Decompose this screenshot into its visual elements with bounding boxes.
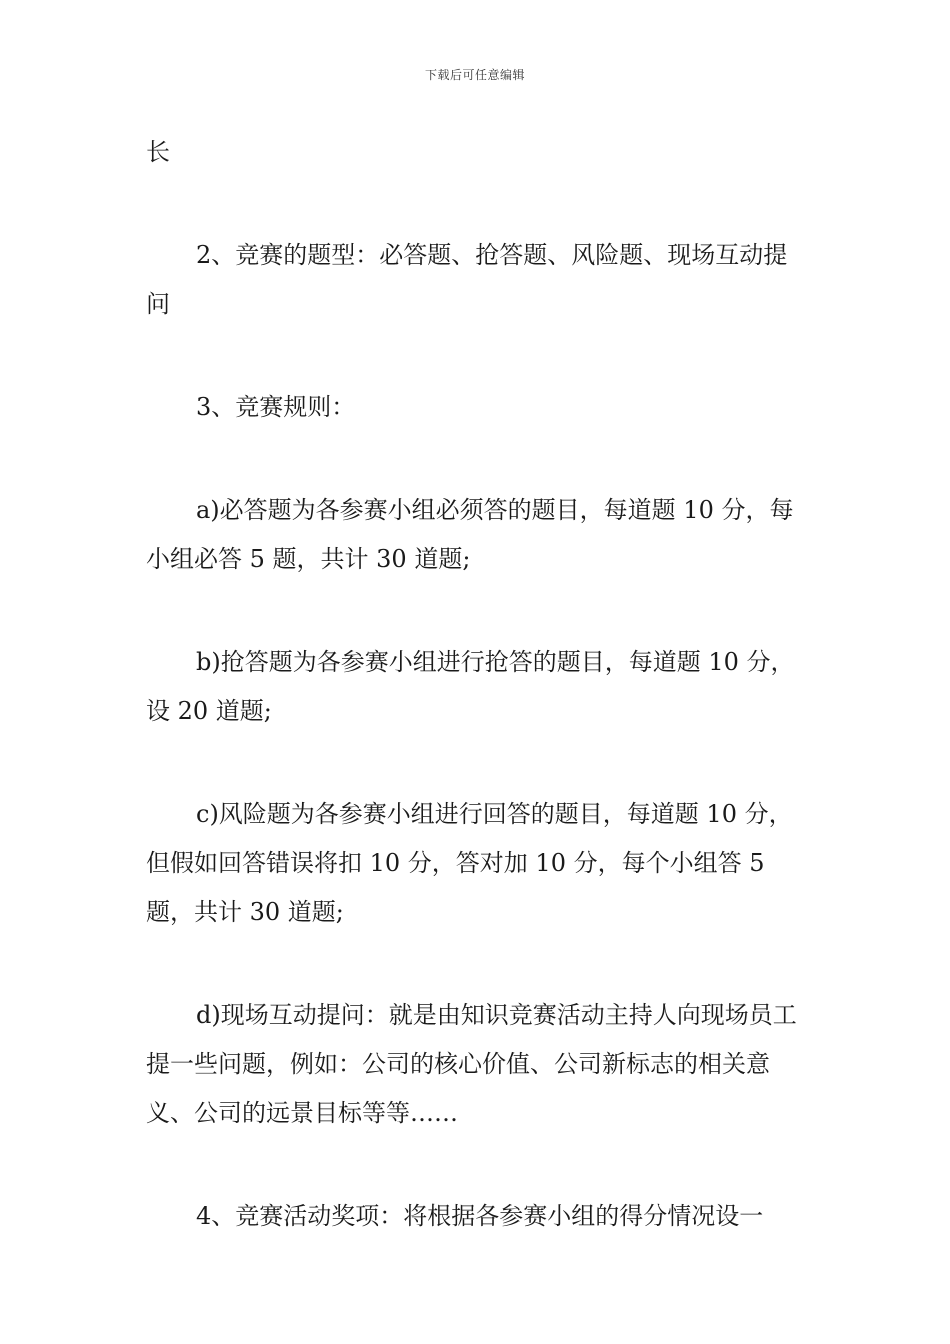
document-body	[146, 128, 810, 1241]
paragraph-gap	[146, 432, 810, 486]
paragraph-gap	[146, 177, 810, 231]
paragraph-awards: 4、竞赛活动奖项：将根据各参赛小组的得分情况设一	[196, 1202, 764, 1230]
paragraph-gap	[146, 1138, 810, 1192]
page-header-note: 下载后可任意编辑	[424, 68, 525, 82]
paragraph-rule-a: a)必答题为各参赛小组必须答的题目，每道题 10 分，每小组必答 5 题，共计 30 道题;	[146, 496, 794, 573]
paragraph-gap	[146, 329, 810, 383]
paragraph-rule-b: b)抢答题为各参赛小组进行抢答的题目，每道题 10 分，设 20 道题;	[146, 648, 795, 725]
paragraph-gap	[146, 736, 810, 790]
paragraph-question-types: 2、竞赛的题型：必答题、抢答题、风险题、现场互动提问	[146, 241, 788, 318]
paragraph-rules-heading: 3、竞赛规则：	[196, 393, 356, 421]
paragraph-rule-c: c)风险题为各参赛小组进行回答的题目，每道题 10 分，但假如回答错误将扣 10 分，答对加 10 分，每个小组答 5 题，共计 30 道题;	[146, 800, 793, 926]
paragraph-gap	[146, 584, 810, 638]
paragraph-gap	[146, 937, 810, 991]
paragraph-rule-d: d)现场互动提问：就是由知识竞赛活动主持人向现场员工提一些问题，例如：公司的核心价值、公司新标志的相关意义、公司的远景目标等等……	[146, 1001, 797, 1127]
paragraph-continuation: 长	[146, 138, 170, 166]
